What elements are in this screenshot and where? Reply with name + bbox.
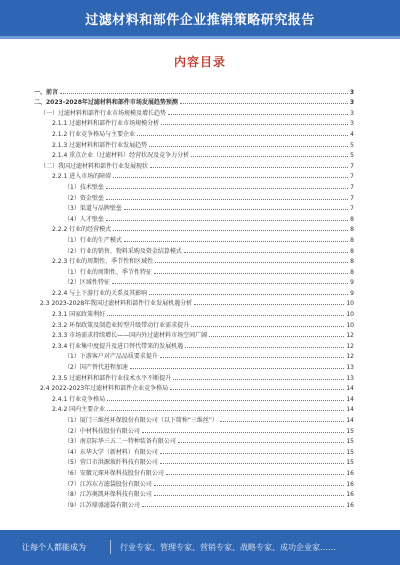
report-title: 过滤材料和部件企业推销策略研究报告	[85, 13, 315, 28]
toc-entry-page: 13	[346, 364, 354, 372]
toc-entry-label: （1）技术壁垒	[64, 183, 104, 191]
toc-entry[interactable]	[34, 445, 354, 456]
toc-entry-label: （4）人才壁垒	[64, 215, 104, 223]
toc-entry[interactable]	[34, 149, 354, 160]
toc-entry[interactable]	[34, 360, 354, 371]
toc-entry-page: 14	[346, 406, 354, 414]
toc-entry[interactable]	[34, 202, 354, 213]
toc-entry-label: （9）江苏鼎盛滤袋有限公司	[64, 501, 140, 509]
toc-entry-page: 7	[350, 183, 354, 191]
report-header-bar	[0, 0, 400, 36]
toc-leader-dots	[209, 336, 344, 337]
toc-entry[interactable]	[34, 350, 354, 361]
toc-entry-label: （6）安徽元琛环保科技股份有限公司	[64, 469, 164, 477]
toc-leader-dots	[113, 230, 348, 231]
toc-entry[interactable]	[34, 477, 354, 488]
toc-entry-page: 16	[346, 480, 354, 488]
toc-entry[interactable]	[34, 488, 354, 499]
toc-entry-page: 3	[349, 99, 354, 107]
toc-leader-dots	[161, 124, 348, 125]
toc-leader-dots	[154, 485, 345, 486]
toc-leader-dots	[191, 156, 348, 157]
footer-bar	[0, 530, 400, 565]
toc-entry-page: 3	[350, 120, 354, 128]
toc-leader-dots	[170, 389, 344, 390]
toc-leader-dots	[106, 220, 348, 221]
toc-entry[interactable]	[34, 424, 354, 435]
toc-entry-page: 7	[350, 205, 354, 213]
toc-entry-page: 15	[346, 459, 354, 467]
toc-leader-dots	[107, 400, 344, 401]
toc-entry[interactable]	[34, 159, 354, 170]
toc-entry-label: 2.2.1 进入市场的障碍	[52, 173, 112, 181]
toc-entry-page: 16	[346, 469, 354, 477]
toc-entry-label: （2）资金壁垒	[64, 194, 104, 202]
table-of-contents	[34, 85, 354, 509]
toc-entry-label: （5）营口市洪源玻纤科技有限公司	[64, 459, 158, 467]
toc-entry-page: 15	[346, 427, 354, 435]
toc-entry[interactable]	[34, 318, 354, 329]
toc-entry-label: （3）南京际华三五二一特种装备有限公司	[64, 438, 176, 446]
toc-entry[interactable]	[34, 180, 354, 191]
toc-entry-page: 10	[346, 300, 354, 308]
toc-entry[interactable]	[34, 498, 354, 509]
toc-entry-page: 7	[350, 173, 354, 181]
toc-entry-page: 3	[350, 109, 354, 117]
toc-entry[interactable]	[34, 223, 354, 234]
toc-entry-label: 2.2.4 与上下游行业的关系及其影响	[52, 289, 148, 297]
toc-entry-page: 14	[346, 417, 354, 424]
toc-entry-page: 15	[346, 438, 354, 446]
toc-leader-dots	[194, 304, 344, 305]
toc-entry-page: 12	[346, 353, 354, 361]
toc-entry[interactable]	[34, 413, 354, 424]
toc-entry[interactable]	[34, 85, 354, 96]
toc-leader-dots	[185, 347, 344, 348]
toc-leader-dots	[178, 442, 345, 443]
toc-entry-page: 10	[346, 311, 354, 319]
toc-entry-page: 7	[350, 194, 354, 202]
toc-entry-page: 8	[350, 226, 354, 234]
toc-entry-label: 2.4.2 国内主要企业	[52, 406, 106, 414]
toc-entry-page: 15	[346, 448, 354, 456]
toc-entry-label: （1）下游客户对产品品质要求提升	[64, 353, 158, 361]
toc-leader-dots	[166, 474, 345, 475]
toc-entry-label: （3）渠道与品牌壁垒	[64, 205, 122, 213]
toc-entry-label: 2.3.2 环保政策及制造业转型升级带动行业需求提升	[52, 321, 190, 329]
toc-entry-page: 13	[346, 374, 354, 382]
toc-leader-dots	[142, 506, 345, 507]
toc-entry[interactable]	[34, 286, 354, 297]
toc-entry[interactable]	[34, 466, 354, 477]
toc-leader-dots	[220, 421, 344, 422]
toc-entry-label: （2）行业的销售、物料采购及资金结算模式	[64, 247, 182, 255]
toc-leader-dots	[160, 357, 345, 358]
toc-entry-label: （一）过滤材料和部件行业市场规模及增长趋势	[40, 109, 167, 117]
toc-leader-dots	[113, 177, 348, 178]
toc-entry[interactable]	[34, 371, 354, 382]
toc-entry[interactable]	[34, 307, 354, 318]
toc-entry-label: 2.4 2022-2023年过滤材料和部件企业竞争格局	[40, 385, 169, 393]
toc-leader-dots	[106, 199, 348, 200]
toc-entry-page: 9	[350, 279, 354, 287]
toc-entry-label: （7）江苏东方滤袋股份有限公司	[64, 480, 152, 488]
toc-leader-dots	[106, 188, 348, 189]
toc-entry[interactable]	[34, 435, 354, 446]
toc-entry-label: 2.3.3 市场需求持续增长——国内外过滤材料市场空间广阔	[52, 332, 208, 340]
toc-entry[interactable]	[34, 212, 354, 223]
toc-entry-page: 14	[346, 385, 354, 393]
toc-entry[interactable]	[34, 233, 354, 244]
toc-entry-label: 2.3 2023-2028年我国过滤材料和部件行业发展机遇分析	[40, 300, 193, 308]
toc-entry-label: （2）中材科技股份有限公司	[64, 427, 140, 435]
toc-entry-page: 8	[350, 247, 354, 255]
header-stripe	[0, 36, 400, 39]
toc-leader-dots	[173, 379, 344, 380]
toc-entry-label: 2.1.3 过滤材料和部件行业发展趋势	[52, 141, 148, 149]
toc-title: 内容目录	[173, 55, 226, 69]
toc-entry-page: 8	[350, 215, 354, 223]
toc-leader-dots	[149, 294, 348, 295]
toc-entry-page: 4	[350, 130, 354, 138]
toc-entry-label: （二）我国过滤材料和部件行业发展现状	[40, 162, 149, 170]
footer-tagline: 行业专家、管理专家、营销专家、战略专家、成功企业家……	[120, 543, 336, 552]
toc-entry-label: （1）厦门三维丝环保股份有限公司（以下简称“三维丝”）	[64, 417, 219, 424]
toc-entry-page: 3	[349, 88, 354, 96]
toc-entry[interactable]	[34, 392, 354, 403]
toc-leader-dots	[168, 114, 348, 115]
toc-entry-page: 5	[350, 152, 354, 160]
toc-entry[interactable]	[34, 96, 354, 107]
toc-entry-label: （4）东华大学（新材料）有限公司	[64, 448, 158, 456]
toc-leader-dots	[112, 283, 348, 284]
toc-entry-page: 8	[350, 236, 354, 244]
toc-leader-dots	[149, 146, 348, 147]
toc-entry-label: 2.3.5 过滤材料和部件行业技术水平不断提升	[52, 374, 172, 382]
toc-entry-page: 8	[350, 258, 354, 266]
footer-divider	[110, 540, 111, 554]
toc-entry-page: 12	[346, 332, 354, 340]
toc-leader-dots	[124, 241, 348, 242]
toc-entry-page: 5	[350, 141, 354, 149]
toc-entry-page: 10	[346, 321, 354, 329]
footer-slogan: 让每个人都能成为	[22, 543, 86, 552]
toc-entry[interactable]	[34, 297, 354, 308]
toc-entry-label: 二、2023-2028年过滤材料和部件市场发展趋势预测	[34, 99, 178, 107]
toc-entry-label: （1）行业的周期性、季节性特征	[64, 268, 152, 276]
toc-entry-page: 7	[350, 162, 354, 170]
toc-leader-dots	[154, 495, 345, 496]
toc-entry[interactable]	[34, 382, 354, 393]
toc-entry[interactable]	[34, 138, 354, 149]
toc-entry-label: 一、前言	[34, 88, 59, 96]
toc-leader-dots	[150, 167, 348, 168]
toc-entry[interactable]	[34, 276, 354, 287]
toc-leader-dots	[160, 463, 345, 464]
toc-entry-page: 8	[350, 268, 354, 276]
toc-leader-dots	[154, 273, 348, 274]
toc-entry-label: 2.1.4 重点企业（过滤材料）经营状况及竞争力分析	[52, 152, 190, 160]
toc-leader-dots	[155, 262, 348, 263]
toc-entry-page: 16	[346, 491, 354, 499]
toc-leader-dots	[142, 432, 345, 433]
toc-entry-page: 12	[346, 342, 354, 350]
toc-leader-dots	[107, 315, 344, 316]
toc-entry-label: 2.3.4 行业集中度提升及进口替代带来的发展机遇	[52, 342, 184, 350]
toc-entry-label: （8）江苏奥凯环保科技有限公司	[64, 491, 152, 499]
toc-entry-label: 2.1.1 过滤材料和部件行业市场规模分析	[52, 120, 160, 128]
toc-entry[interactable]	[34, 244, 354, 255]
toc-leader-dots	[107, 410, 344, 411]
toc-entry[interactable]	[34, 339, 354, 350]
toc-entry[interactable]	[34, 456, 354, 467]
toc-entry[interactable]	[34, 403, 354, 414]
toc-entry[interactable]	[34, 265, 354, 276]
toc-leader-dots	[130, 368, 345, 369]
toc-entry-page: 16	[346, 501, 354, 509]
toc-entry-label: （1）行业的生产模式	[64, 236, 122, 244]
toc-leader-dots	[124, 209, 348, 210]
toc-entry-label: （2）国产替代进程加速	[64, 364, 128, 372]
toc-leader-dots	[184, 252, 348, 253]
toc-entry-label: 2.3.1 国家政策利好	[52, 311, 106, 319]
toc-entry-label: 2.2.3 行业的周期性、季节性和区域性	[52, 258, 154, 266]
toc-leader-dots	[160, 453, 345, 454]
toc-entry-label: （2）区域性特征	[64, 279, 110, 287]
toc-entry[interactable]	[34, 106, 354, 117]
toc-leader-dots	[60, 93, 348, 94]
toc-entry-page: 9	[350, 289, 354, 297]
toc-entry[interactable]	[34, 329, 354, 340]
toc-entry-label: 2.2.2 行业的经营模式	[52, 226, 112, 234]
toc-entry[interactable]	[34, 255, 354, 266]
toc-entry[interactable]	[34, 117, 354, 128]
toc-entry-label: 2.1.2 行业竞争格局与主要企业	[52, 130, 136, 138]
toc-entry-page: 14	[346, 395, 354, 403]
toc-leader-dots	[191, 326, 344, 327]
toc-entry-label: 2.4.1 行业竞争格局	[52, 395, 106, 403]
toc-leader-dots	[137, 135, 348, 136]
toc-entry[interactable]	[34, 127, 354, 138]
toc-leader-dots	[180, 103, 348, 104]
toc-entry[interactable]	[34, 191, 354, 202]
toc-entry[interactable]	[34, 170, 354, 181]
